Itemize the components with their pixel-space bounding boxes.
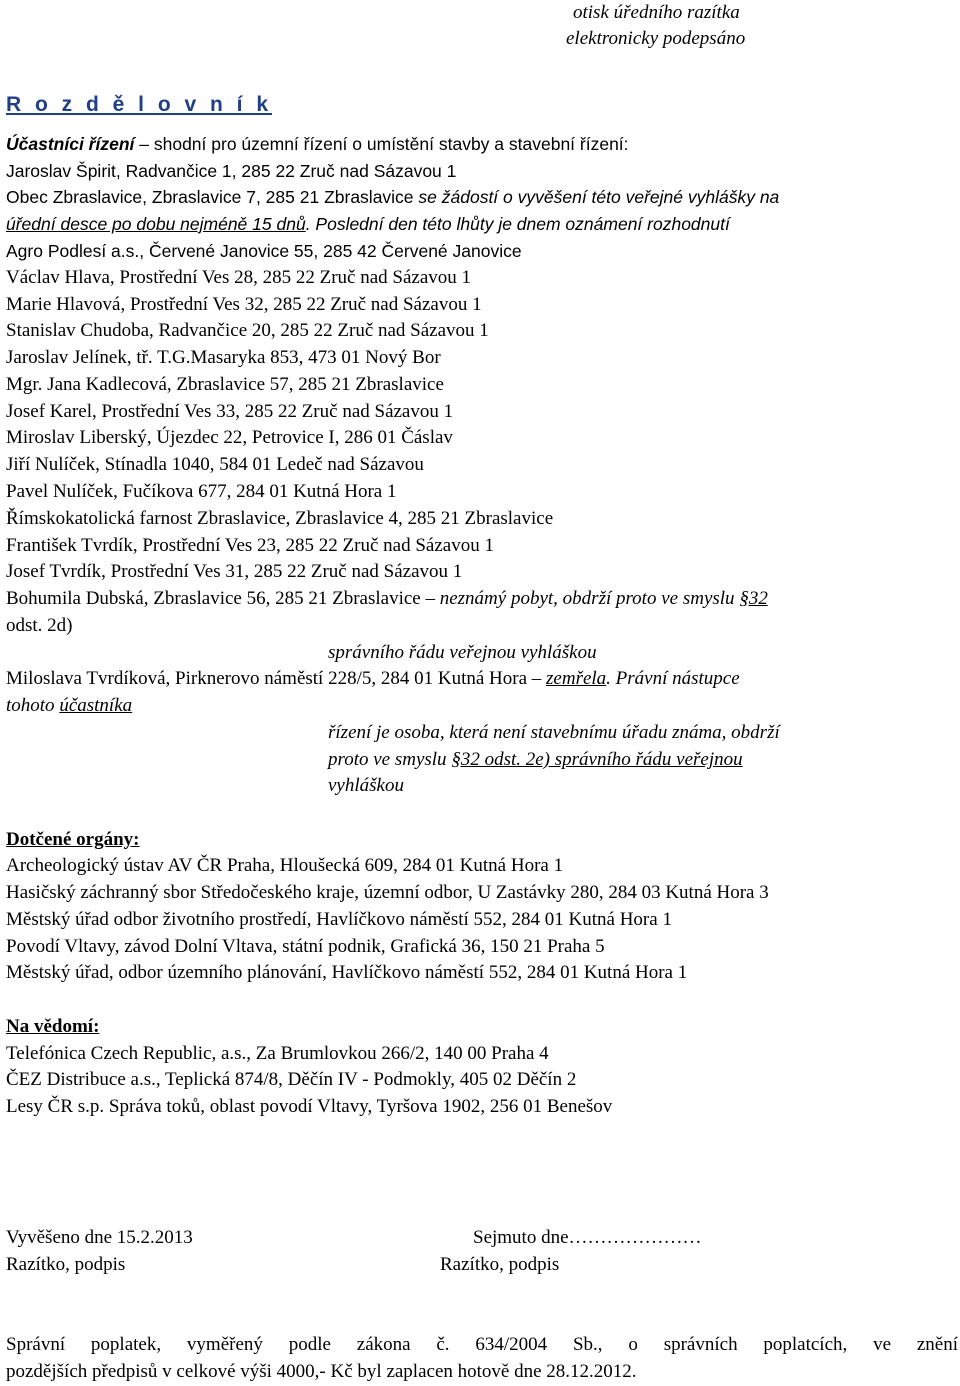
posted-date: Vyvěšeno dne 15.2.2013 [6, 1227, 193, 1248]
vedomi-item: Telefónica Czech Republic, a.s., Za Brumlovkou 266/2, 140 00 Praha 4 [6, 1043, 549, 1064]
dubska-address: Bohumila Dubská, Zbraslavice 56, 285 21 Zbraslavice – [6, 588, 440, 609]
participant-list-item: František Tvrdík, Prostřední Ves 23, 285 22 Zruč nad Sázavou 1 [6, 535, 494, 556]
participant-list-item: Marie Hlavová, Prostřední Ves 32, 285 22 Zruč nad Sázavou 1 [6, 294, 482, 315]
dotcene-item: Archeologický ústav AV ČR Praha, Hloušecká 609, 284 01 Kutná Hora 1 [6, 855, 564, 876]
ucastnici-label: Účastníci řízení [6, 134, 135, 154]
stamp-line-2: elektronicky podepsáno [566, 28, 746, 49]
participant-list-item: Jaroslav Jelínek, tř. T.G.Masaryka 853, 473 01 Nový Bor [6, 347, 441, 368]
tvrdikova-address: Miloslava Tvrdíková, Pirknerovo náměstí 228/5, 284 01 Kutná Hora – [6, 668, 547, 689]
ucastnici-line [6, 131, 629, 158]
tvrdikova-deceased: zemřela [546, 668, 607, 689]
participant-obec [6, 184, 779, 211]
tvrdikova-note-line-4b: §32 odst. 2e) správního řádu veřejnou [451, 749, 743, 770]
participant-list-item: Stanislav Chudoba, Radvančice 20, 285 22 Zruč nad Sázavou 1 [6, 320, 489, 341]
dubska-note: neznámý pobyt, obdrží proto ve smyslu [439, 588, 740, 609]
participant-list-item: Mgr. Jana Kadlecová, Zbraslavice 57, 285 21 Zbraslavice [6, 374, 444, 395]
vedomi-item: ČEZ Distribuce a.s., Teplická 874/8, Děčín IV - Podmokly, 405 02 Děčín 2 [6, 1069, 577, 1090]
participant-list-item: Římskokatolická farnost Zbraslavice, Zbraslavice 4, 285 21 Zbraslavice [6, 508, 554, 529]
dotcene-item: Městský úřad, odbor územního plánování, Havlíčkovo náměstí 552, 284 01 Kutná Hora 1 [6, 962, 688, 983]
participant-list-item: Jiří Nulíček, Stínadla 1040, 584 01 Ledeč nad Sázavou [6, 454, 424, 475]
removed-date: Sejmuto dne………………… [473, 1227, 702, 1248]
vedomi-item: Lesy ČR s.p. Správa toků, oblast povodí Vltavy, Tyršova 1902, 256 01 Benešov [6, 1096, 613, 1117]
participant-list-item: Josef Tvrdík, Prostřední Ves 31, 285 22 Zruč nad Sázavou 1 [6, 561, 463, 582]
dubska-note-line-2: odst. 2d) [6, 615, 73, 636]
dubska-note-line-3: správního řádu veřejnou vyhláškou [328, 642, 597, 663]
tvrdikova-note-line-4 [328, 747, 743, 774]
tvrdikova-note-line-3: řízení je osoba, která není stavebnímu úřadu známa, obdrží [328, 722, 780, 743]
participant-sirit: Jaroslav Špirit, Radvančice 1, 285 22 Zruč nad Sázavou 1 [6, 161, 457, 181]
participant-dubska [6, 586, 768, 613]
participant-list-item: Václav Hlava, Prostřední Ves 28, 285 22 Zruč nad Sázavou 1 [6, 267, 472, 288]
tvrdikova-note: . Právní nástupce [606, 668, 740, 689]
participant-tvrdikova [6, 666, 740, 693]
obec-note-underlined: úřední desce po dobu nejméně 15 dnů [6, 214, 306, 234]
stamp-line-1: otisk úředního razítka [573, 2, 740, 23]
participant-list-item: Josef Karel, Prostřední Ves 33, 285 22 Zruč nad Sázavou 1 [6, 401, 454, 422]
tvrdikova-note-line-2a: tohoto [6, 695, 60, 716]
obec-note: se žádostí o vyvěšení této veřejné vyhlášky na [418, 187, 780, 207]
dotcene-item: Hasičský záchranný sbor Středočeského kraje, územní odbor, U Zastávky 280, 284 03 Kutná Hora 3 [6, 882, 769, 903]
obec-note-rest: . Poslední den této lhůty je dnem oznámení rozhodnutí [305, 214, 730, 234]
dubska-paragraph-ref: §32 [739, 588, 768, 609]
ucastnici-description: – shodní pro územní řízení o umístění stavby a stavební řízení: [134, 134, 629, 154]
tvrdikova-note-line-4a: proto ve smyslu [328, 749, 452, 770]
tvrdikova-note-line-5: vyhláškou [328, 775, 404, 796]
obec-address: Obec Zbraslavice, Zbraslavice 7, 285 21 Zbraslavice [6, 187, 419, 207]
participant-list-item: Pavel Nulíček, Fučíkova 677, 284 01 Kutná Hora 1 [6, 481, 397, 502]
participant-agro: Agro Podlesí a.s., Červené Janovice 55, 285 42 Červené Janovice [6, 241, 522, 261]
stamp-signature-left: Razítko, podpis [6, 1254, 126, 1275]
dotcene-item: Povodí Vltavy, závod Dolní Vltava, státní podnik, Grafická 36, 150 21 Praha 5 [6, 936, 605, 957]
tvrdikova-note-line-2b: účastníka [59, 695, 133, 716]
dotcene-item: Městský úřad odbor životního prostředí, Havlíčkovo náměstí 552, 284 01 Kutná Hora 1 [6, 909, 672, 930]
fee-note-line-1: Správní poplatek, vyměřený podle zákona č. 634/2004 Sb., o správních poplatcích, ve znění [6, 1334, 958, 1355]
tvrdikova-note-line-2 [6, 693, 132, 720]
participant-list-item: Miroslav Liberský, Újezdec 22, Petrovice I, 286 01 Čáslav [6, 427, 453, 448]
fee-note-line-2: pozdějších předpisů v celkové výši 4000,- Kč byl zaplacen hotově dne 28.12.2012. [6, 1361, 637, 1382]
vedomi-heading: Na vědomí: [6, 1016, 100, 1037]
dotcene-heading: Dotčené orgány: [6, 829, 140, 850]
obec-note-line-2 [6, 211, 730, 238]
stamp-signature-right: Razítko, podpis [440, 1254, 560, 1275]
rozdelovnik-heading: R o z d ě l o v n í k [6, 93, 273, 116]
